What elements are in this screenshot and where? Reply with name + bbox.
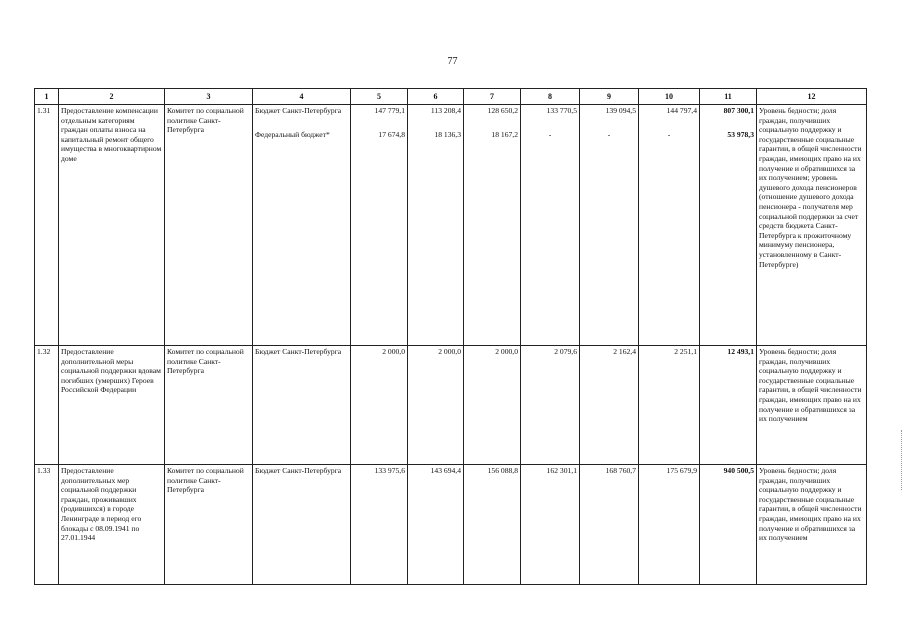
amount: 2 162,4: [580, 346, 639, 465]
funding-source: Бюджет Санкт-Петербурга: [253, 465, 351, 585]
indicator: Уровень бедности; доля граждан, получивших социальную поддержку и государственные социальные гарантии, в общей численности граждан, имеющих право на их получение и обратившихся за их получением: [757, 346, 867, 465]
amount: 175 679,9: [639, 465, 700, 585]
col-header: 8: [521, 89, 580, 105]
amount: 2 000,0: [351, 346, 408, 465]
row-id: 1.31: [35, 105, 59, 346]
col-header: 4: [253, 89, 351, 105]
amount: 168 760,7: [580, 465, 639, 585]
amount: 128 650,2: [487, 106, 518, 115]
col-header: 2: [59, 89, 165, 105]
amount: 147 779,1: [374, 106, 405, 115]
col-header: 6: [408, 89, 464, 105]
row-id: 1.33: [35, 465, 59, 585]
page-number: 77: [447, 56, 458, 67]
funding-source-cell: [253, 105, 351, 346]
responsible-committee: Комитет по социальной политике Санкт-Петербурга: [165, 465, 253, 585]
col-header: 5: [351, 89, 408, 105]
amount: 18 167,2: [491, 129, 518, 139]
amount-cell: [580, 105, 639, 346]
amount: 144 797,4: [666, 106, 697, 115]
col-header: 1: [35, 89, 59, 105]
amount: 143 694,4: [408, 465, 464, 585]
responsible-committee: Комитет по социальной политике Санкт-Петербурга: [165, 105, 253, 346]
amount-cell: [521, 105, 580, 346]
amount: 18 136,3: [434, 129, 461, 139]
total-amount: 807 300,1: [723, 106, 754, 115]
amount: 113 208,4: [430, 106, 461, 115]
amount: -: [607, 129, 611, 139]
amount: 162 301,1: [521, 465, 580, 585]
funding-source: Бюджет Санкт-Петербурга: [255, 106, 342, 115]
indicator: Уровень бедности; доля граждан, получивших социальную поддержку и государственные социальные гарантии, в общей численности граждан, имеющих право на их получение и обратившихся за их получением; уровень душевого дохода пенсионеров (отношение душевого дохода пенсионера - получателя мер социальной поддержки за счет средств бюджета Санкт-Петербурга к прожиточному минимуму пенсионера, установленному в Санкт-Петербурге): [757, 105, 867, 346]
total-amount: 53 978,3: [727, 129, 754, 139]
funding-source: Федеральный бюджет*: [255, 129, 330, 139]
amount: 133 770,5: [546, 106, 577, 115]
amount-cell: [464, 105, 521, 346]
amount-cell: [351, 105, 408, 346]
amount: 2 079,6: [521, 346, 580, 465]
table-row: [35, 105, 867, 346]
amount: 156 088,8: [464, 465, 521, 585]
amount: 17 674,8: [378, 129, 405, 139]
col-header: 7: [464, 89, 521, 105]
amount: 2 000,0: [464, 346, 521, 465]
measure-name: Предоставление дополнительной меры социальной поддержки вдовам погибших (умерших) Героев Российской Федерации: [59, 346, 165, 465]
table-row: [35, 346, 867, 465]
amount: -: [667, 129, 671, 139]
responsible-committee: Комитет по социальной политике Санкт-Петербурга: [165, 346, 253, 465]
scan-margin-mark: [901, 430, 903, 490]
total-amount: 940 500,5: [700, 465, 757, 585]
measure-name: Предоставление дополнительных мер социальной поддержки граждан, проживавших (родившихся) в городе Ленинграде в период его блокады с 08.09.1941 по 27.01.1944: [59, 465, 165, 585]
amount: 133 975,6: [351, 465, 408, 585]
amount: -: [548, 129, 552, 139]
header-row: [35, 89, 867, 105]
amount: 139 094,5: [605, 106, 636, 115]
col-header: 10: [639, 89, 700, 105]
budget-table: [34, 88, 867, 585]
col-header: 3: [165, 89, 253, 105]
indicator: Уровень бедности; доля граждан, получивших социальную поддержку и государственные социальные гарантии, в общей численности граждан, имеющих право на их получение и обратившихся за их получением: [757, 465, 867, 585]
col-header: 12: [757, 89, 867, 105]
total-amount: 12 493,1: [700, 346, 757, 465]
measure-name: Предоставление компенсации отдельным категориям граждан оплаты взноса на капитальный ремонт общего имущества в многоквартирном доме: [59, 105, 165, 346]
col-header: 11: [700, 89, 757, 105]
amount: 2 251,1: [639, 346, 700, 465]
total-cell: [700, 105, 757, 346]
amount: 2 000,0: [408, 346, 464, 465]
amount-cell: [639, 105, 700, 346]
amount-cell: [408, 105, 464, 346]
funding-source: Бюджет Санкт-Петербурга: [253, 346, 351, 465]
table-row: [35, 465, 867, 585]
col-header: 9: [580, 89, 639, 105]
row-id: 1.32: [35, 346, 59, 465]
